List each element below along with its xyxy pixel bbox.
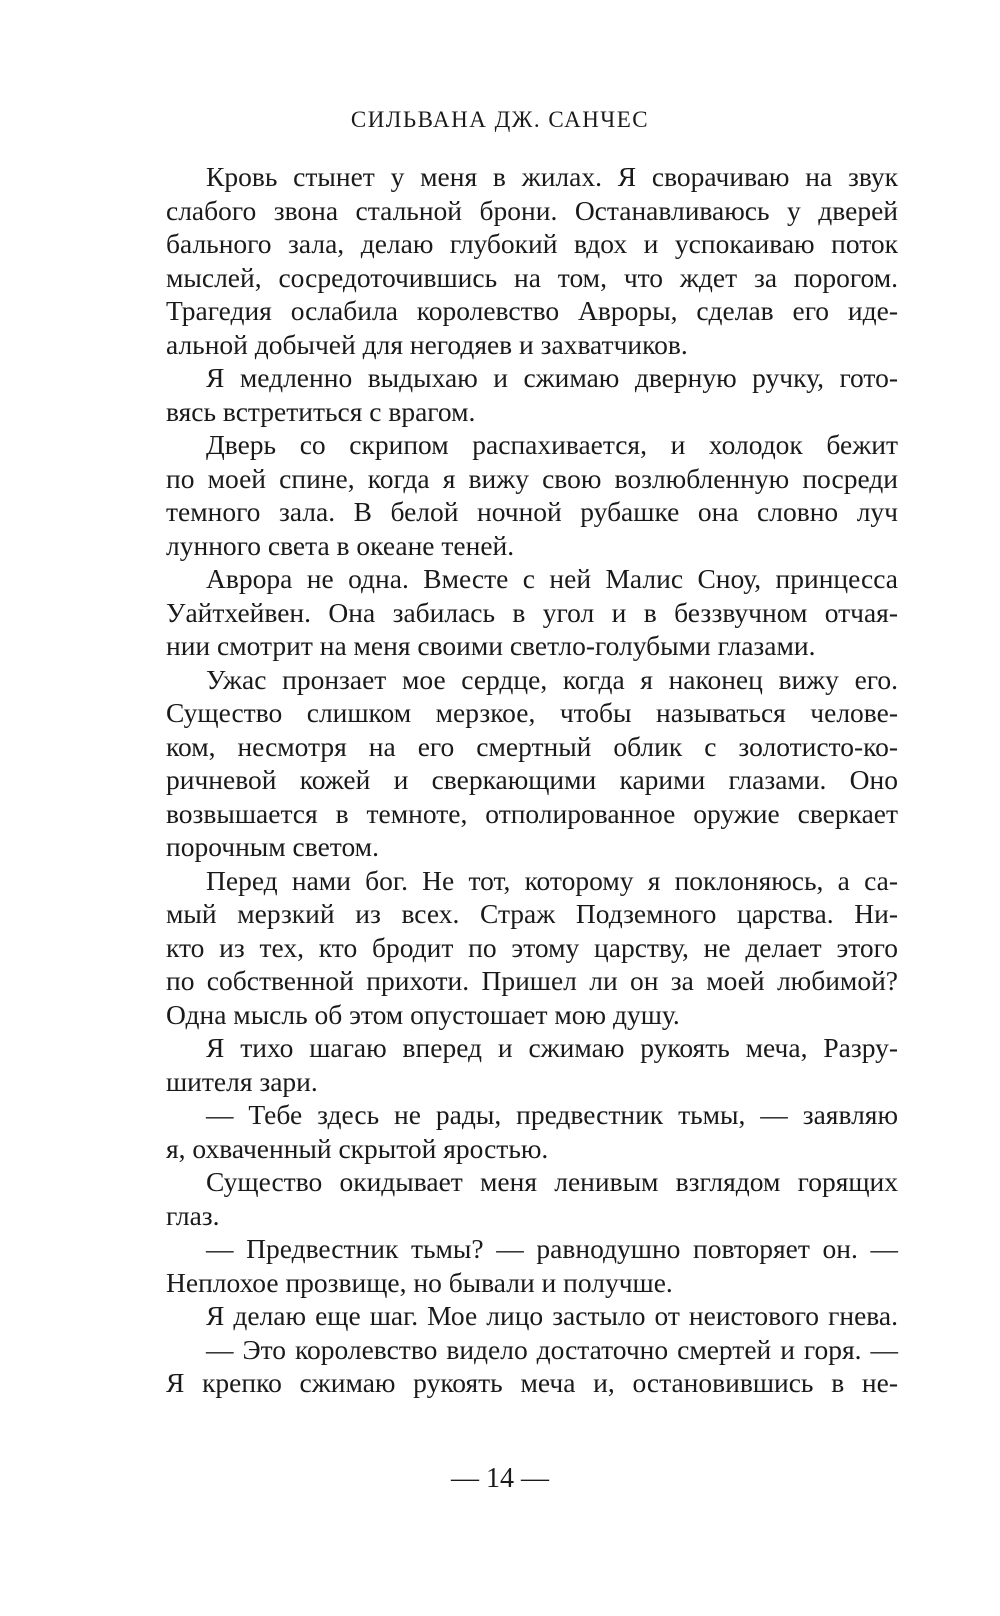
text-line: Существо окидывает меня ленивым взглядом горящих [206,1166,898,1197]
text-line: лунного света в океане теней. [166,529,515,561]
text-line: Я делаю еще шаг. Мое лицо застыло от неистового гнева. [206,1300,898,1331]
text-line: Аврора не одна. Вместе с ней Малис Сноу, принцесса [206,563,898,594]
text-line: возвышается в темноте, отполированное оружие сверкает [166,797,898,829]
paragraph [166,663,898,864]
paragraph [166,1232,898,1299]
running-head: СИЛЬВАНА ДЖ. САНЧЕС [350,107,650,132]
text-line: Существо слишком мерзкое, чтобы называться челове- [166,697,898,728]
text-line: Кровь стынет у меня в жилах. Я сворачиваю на звук [206,161,898,192]
text-line: Дверь со скрипом распахивается, и холодок бежит [206,429,898,460]
text-line: вясь встретиться с врагом. [166,395,476,427]
text-line: шителя зари. [166,1065,318,1097]
text-line: Уайтхейвен. Она забилась в угол и в беззвучном отчая- [166,596,898,628]
text-line: темного зала. В белой ночной рубашке она словно луч [166,496,898,527]
text-line: Перед нами бог. Не тот, которому я поклоняюсь, а са- [206,864,898,896]
text-line: Неплохое прозвище, но бывали и получше. [166,1266,673,1298]
paragraph [166,562,898,663]
text-line: нии смотрит на меня своими светло-голубыми глазами. [166,630,816,661]
text-line: по собственной прихоти. Пришел ли он за моей любимой? [166,965,898,996]
paragraph [166,1333,898,1400]
text-line: ричневой кожей и сверкающими карими глазами. Оно [166,764,898,795]
text-line: я, охваченный скрытой яростью. [166,1132,549,1164]
paragraph [166,428,898,562]
text-line: Я крепко сжимаю рукоять меча и, остановившись в не- [166,1367,898,1398]
paragraph [166,864,898,1032]
text-line: порочным светом. [166,831,379,862]
text-line: — Предвестник тьмы? — равнодушно повторяет он. — [206,1233,898,1264]
text-line: — Тебе здесь не рады, предвестник тьмы, — заявляю [206,1099,898,1130]
text-line: Трагедия ослабила королевство Авроры, сделав его иде- [166,295,898,326]
text-line: ком, несмотря на его смертный облик с золотисто-ко- [166,730,898,762]
text-line: — Это королевство видело достаточно смертей и горя. — [206,1333,898,1365]
paragraph [166,160,898,361]
text-line: мый мерзкий из всех. Страж Подземного царства. Ни- [166,898,898,929]
text-line: Я медленно выдыхаю и сжимаю дверную ручку, гото- [206,362,898,393]
text-line: кто из тех, кто бродит по этому царству, не делает этого [166,931,898,963]
paragraph [166,1031,898,1098]
text-line: альной добычей для негодяев и захватчиков. [166,328,688,360]
text-line: Я тихо шагаю вперед и сжимаю рукоять меча, Разру- [206,1032,898,1063]
text-line: Ужас пронзает мое сердце, когда я наконец вижу его. [206,663,898,695]
text-line: бального зала, делаю глубокий вдох и успокаиваю поток [166,228,898,259]
paragraph [166,1098,898,1165]
paragraph [166,361,898,428]
page-number: — 14 — [451,1463,549,1494]
text-line: Одна мысль об этом опустошает мою душу. [166,998,680,1030]
text-line: слабого звона стальной брони. Останавливаюсь у дверей [166,194,898,226]
text-line: глаз. [166,1199,220,1231]
body-text [166,160,898,1400]
text-line: мыслей, сосредоточившись на том, что ждет за порогом. [166,261,898,293]
paragraph [166,1165,898,1232]
text-line: по моей спине, когда я вижу свою возлюбленную посреди [166,462,898,494]
paragraph [166,1299,898,1333]
